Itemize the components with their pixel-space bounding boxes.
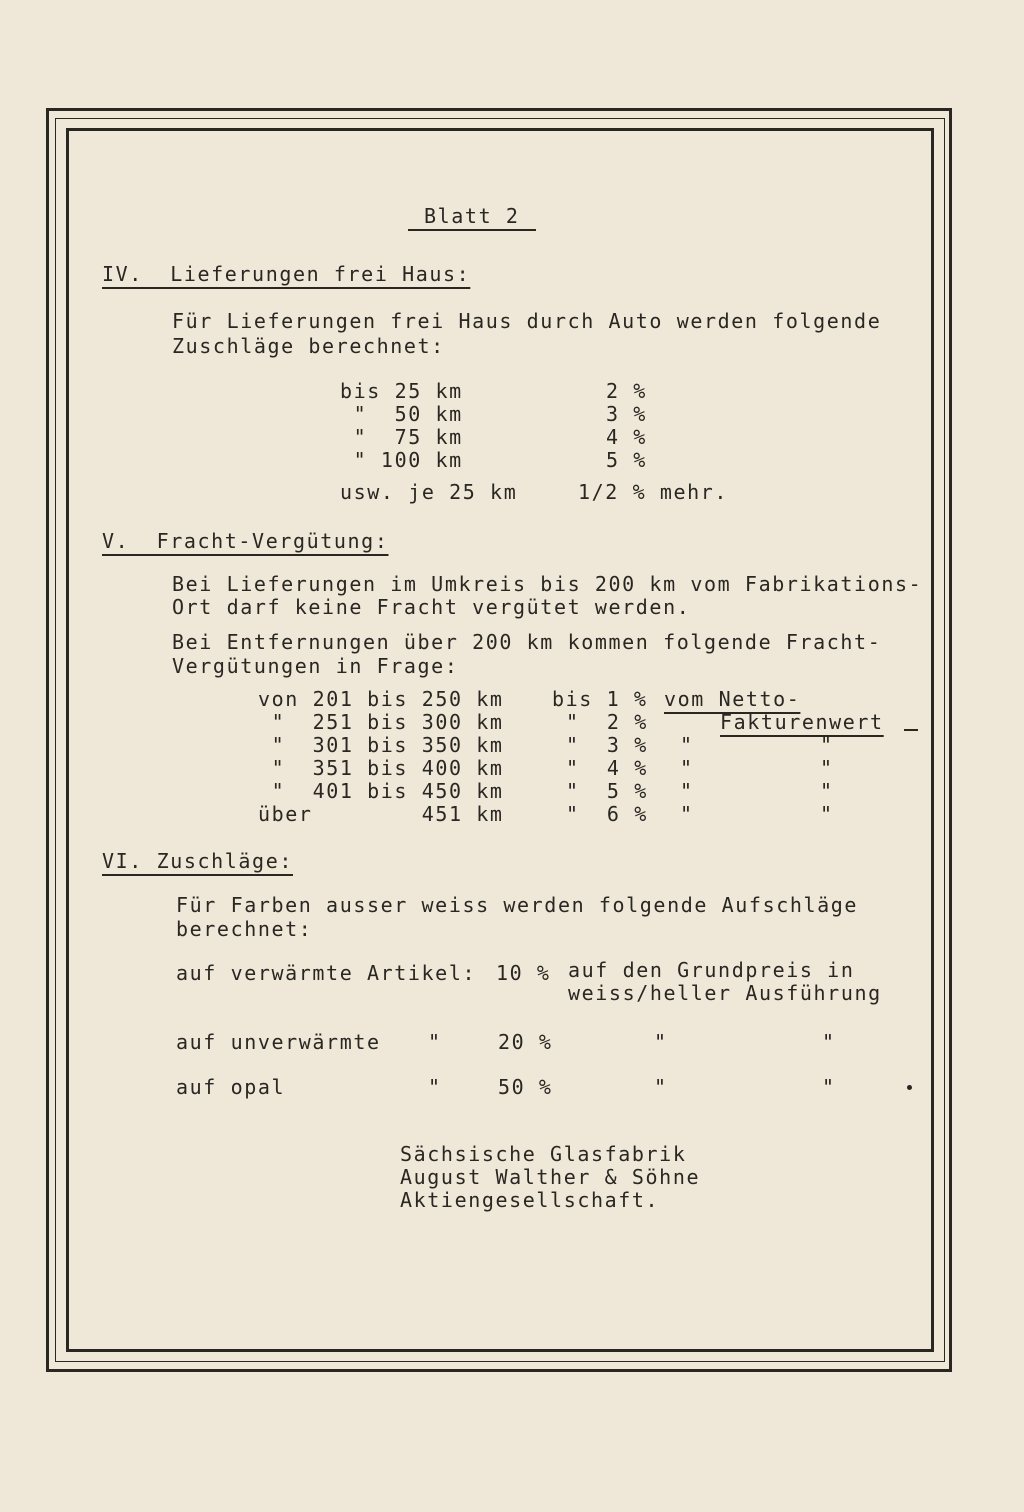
surcharge-rate-row-2: 20 % — [498, 1030, 553, 1054]
freight-rate-row-3: " 3 % — [566, 733, 648, 757]
freight-ditto-b-row-6: " — [820, 802, 834, 826]
freight-ditto-b-row-3: " — [820, 733, 834, 757]
section-vi-intro-line-1: Für Farben ausser weiss werden folgende Aufschläge — [176, 893, 859, 917]
extra-distance: usw. je 25 km — [340, 480, 518, 504]
signature-line-2: August Walther & Söhne — [400, 1165, 701, 1189]
surcharge-label-row-3: auf opal — [176, 1075, 286, 1099]
surcharge-ditto-row-2: " — [428, 1030, 442, 1054]
rate-row-3: 4 % — [606, 425, 647, 449]
signature-line-1: Sächsische Glasfabrik — [400, 1142, 687, 1166]
freight-range-row-3: " 301 bis 350 km — [258, 733, 504, 757]
extra-rate: 1/2 % mehr. — [578, 480, 729, 504]
freight-ditto-a-row-4: " — [680, 756, 694, 780]
surcharge-ditto-row-3: " — [428, 1075, 442, 1099]
surcharge-ditto-b-row-3: " — [822, 1075, 836, 1099]
section-v-p2-line-2: Vergütungen in Frage: — [172, 654, 459, 678]
freight-rate-row-1: bis 1 % — [552, 687, 648, 711]
freight-rate-row-2: " 2 % — [566, 710, 648, 734]
freight-basis-dash — [904, 729, 918, 731]
section-iv-heading: IV. Lieferungen frei Haus: — [102, 262, 471, 286]
freight-range-row-1: von 201 bis 250 km — [258, 687, 504, 711]
freight-ditto-a-row-3: " — [680, 733, 694, 757]
freight-range-row-6: über 451 km — [258, 802, 504, 826]
distance-row-2: " 50 km — [340, 402, 463, 426]
freight-range-row-5: " 401 bis 450 km — [258, 779, 504, 803]
section-iv-intro-line-1: Für Lieferungen frei Haus durch Auto werden folgende — [172, 309, 882, 333]
surcharge-ditto-a-row-2: " — [654, 1030, 668, 1054]
freight-rate-row-4: " 4 % — [566, 756, 648, 780]
rate-row-4: 5 % — [606, 448, 647, 472]
surcharge-ditto-b-row-2: " — [822, 1030, 836, 1054]
freight-ditto-b-row-4: " — [820, 756, 834, 780]
title-underline — [408, 229, 536, 231]
distance-row-1: bis 25 km — [340, 379, 463, 403]
stray-dot — [907, 1085, 912, 1090]
freight-basis-row-1: vom Netto- — [664, 687, 801, 711]
section-vi-heading: VI. Zuschläge: — [102, 849, 293, 873]
freight-ditto-a-row-5: " — [680, 779, 694, 803]
freight-rate-row-5: " 5 % — [566, 779, 648, 803]
signature-line-3: Aktiengesellschaft. — [400, 1188, 660, 1212]
freight-range-row-2: " 251 bis 300 km — [258, 710, 504, 734]
section-v-p2-line-1: Bei Entfernungen über 200 km kommen folgende Fracht- — [172, 630, 882, 654]
distance-row-3: " 75 km — [340, 425, 463, 449]
rate-row-1: 2 % — [606, 379, 647, 403]
freight-rate-row-6: " 6 % — [566, 802, 648, 826]
freight-ditto-b-row-5: " — [820, 779, 834, 803]
freight-ditto-a-row-6: " — [680, 802, 694, 826]
surcharge-rate-row-3: 50 % — [498, 1075, 553, 1099]
surcharge-basis-line-2: weiss/heller Ausführung — [568, 981, 882, 1005]
section-vi-intro-line-2: berechnet: — [176, 917, 313, 941]
surcharge-label-row-2: auf unverwärmte — [176, 1030, 381, 1054]
surcharge-rate-row-1: 10 % — [496, 961, 551, 985]
page-title: Blatt 2 — [424, 204, 520, 228]
section-iv-intro-line-2: Zuschläge berechnet: — [172, 334, 445, 358]
surcharge-label-row-1: auf verwärmte Artikel: — [176, 961, 477, 985]
section-v-p1-line-2: Ort darf keine Fracht vergütet werden. — [172, 595, 691, 619]
surcharge-ditto-a-row-3: " — [654, 1075, 668, 1099]
freight-basis-row-2: Fakturenwert — [720, 710, 884, 734]
surcharge-basis-line-1: auf den Grundpreis in — [568, 958, 855, 982]
rate-row-2: 3 % — [606, 402, 647, 426]
freight-range-row-4: " 351 bis 400 km — [258, 756, 504, 780]
distance-row-4: " 100 km — [340, 448, 463, 472]
section-v-heading: V. Fracht-Vergütung: — [102, 529, 389, 553]
section-v-p1-line-1: Bei Lieferungen im Umkreis bis 200 km vom Fabrikations- — [172, 572, 923, 596]
